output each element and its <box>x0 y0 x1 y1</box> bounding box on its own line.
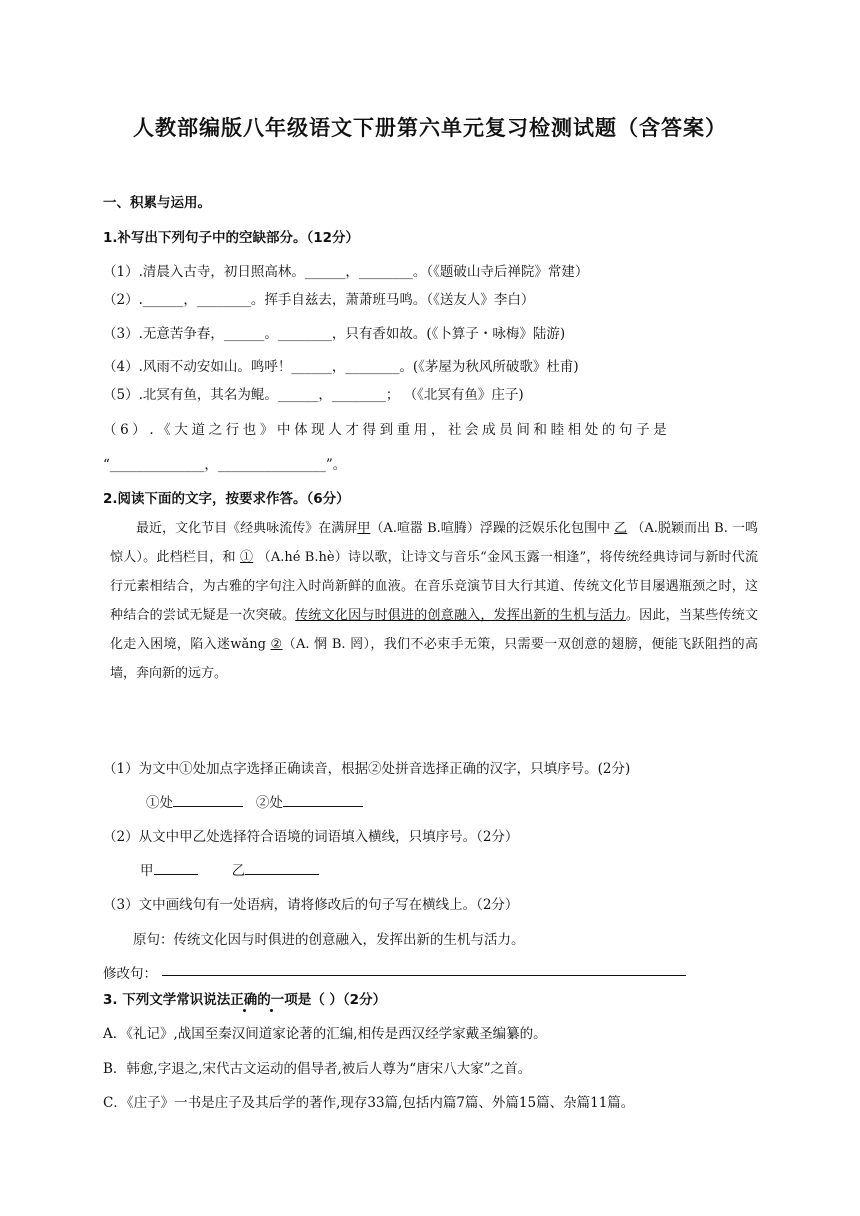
q2-sub-1: （1）为文中①处加点字选择正确读音，根据②处拼音选择正确的汉字，只填序号。(2分) <box>103 761 631 777</box>
mark-2: ② <box>270 637 283 652</box>
question-3-heading: 3. 下列文学常识说法正确的一项是（ ）（2分） <box>103 992 387 1008</box>
q2-sub-1-answers <box>146 791 363 811</box>
question-2-heading: 2.阅读下面的文字，按要求作答。（6分） <box>103 491 350 507</box>
passage-text: （A.脱颖而出 B. 一鸣惊人）。此档栏目，和 <box>110 521 758 565</box>
answer-label-1: ①处 <box>146 795 173 811</box>
passage-text: （A.hé B.hè）诗以歌，让诗文与音乐“金风玉露一相逢”，将传统经典诗词与新时代流行元素相结合，为古雅的字句注入时尚新鲜的血液。在音乐竞演节目大行其道、传统文化节目屡遇瓶颈之时，这种结合的尝试无疑是一次突破。 <box>110 550 758 623</box>
section-heading: 一、积累与运用。 <box>103 195 211 211</box>
mark-jia: 甲 <box>357 521 371 536</box>
revise-label: 修改句： <box>103 966 157 982</box>
answer-blank-2[interactable] <box>283 792 363 807</box>
passage-text: 。因此，当某些传统文化走入困境，陷入迷wǎng <box>110 608 758 652</box>
passage-text: （A. 惘 B. 罔），我们不必束手无策，只需要一双创意的翅膀，便能飞跃阻挡的高墙，奔向新的远方。 <box>110 637 758 681</box>
underlined-sentence: 传统文化因与时俱进的创意融入，发挥出新的生机与活力 <box>295 608 626 623</box>
q1-item-1: （1）.清晨入古寺，初日照高林。______，________。（《题破山寺后禅院》常建） <box>103 264 589 280</box>
passage-text: 最近，文化节目《经典咏流传》在满屏 <box>136 521 358 536</box>
emphasis-dot <box>243 1009 246 1012</box>
reading-passage <box>110 514 758 688</box>
question-1-heading: 1.补写出下列句子中的空缺部分。（12分） <box>103 230 360 246</box>
q1-item-6: （6）.《大道之行也》中体现人才得到重用，社会成员间和睦相处的句子是 <box>103 422 671 438</box>
q1-item-3: （3）.无意苦争春，______。________，只有香如故。(《卜算子・咏梅》陆游) <box>103 326 566 342</box>
q2-sub-3: （3）文中画线句有一处语病，请将修改后的句子写在横线上。（2分） <box>103 897 519 913</box>
q2-sub-2: （2）从文中甲乙处选择符合语境的词语填入横线，只填序号。（2分） <box>103 829 519 845</box>
revise-answer-line[interactable] <box>162 975 686 976</box>
original-sentence: 原句：传统文化因与时俱进的创意融入，发挥出新的生机与活力。 <box>133 932 525 948</box>
q2-sub-2-answers <box>140 859 319 879</box>
q1-item-5: （5）.北冥有鱼，其名为鲲。______，________； （《北冥有鱼》庄子) <box>103 387 524 403</box>
answer-blank-1[interactable] <box>173 792 243 807</box>
option-a[interactable]: A．《礼记》,战国至秦汉间道家论著的汇编,相传是西汉经学家戴圣编纂的。 <box>103 1026 547 1042</box>
mark-1: ① <box>240 550 254 565</box>
answer-blank-yi[interactable] <box>245 860 319 875</box>
mark-yi: 乙 <box>614 521 628 536</box>
q1-item-2: （2）.______，________。挥手自兹去，萧萧班马鸣。（《送友人》李白） <box>103 292 535 308</box>
passage-text: （A.喧嚣 B.喧腾）浮躁的泛娱乐化包围中 <box>370 521 611 536</box>
option-c[interactable]: C．《庄子》一书是庄子及其后学的著作,现存33篇,包括内篇7篇、外篇15篇、杂篇11篇。 <box>103 1095 635 1111</box>
answer-blank-jia[interactable] <box>154 860 198 875</box>
page-title: 人教部编版八年级语文下册第六单元复习检测试题（含答案） <box>133 116 727 140</box>
q1-item-4: （4）.风雨不动安如山。鸣呼！______，________。(《茅屋为秋风所破歌》杜甫) <box>103 359 579 375</box>
option-b[interactable]: B．韩愈,字退之,宋代古文运动的倡导者,被后人尊为“唐宋八大家”之首。 <box>103 1061 532 1077</box>
answer-label-2: ②处 <box>255 795 283 811</box>
answer-label-jia: 甲 <box>140 863 154 879</box>
answer-label-yi: 乙 <box>231 863 246 879</box>
q1-item-6-blanks: “______________，________________”。 <box>103 457 347 473</box>
emphasis-dot <box>270 1009 273 1012</box>
